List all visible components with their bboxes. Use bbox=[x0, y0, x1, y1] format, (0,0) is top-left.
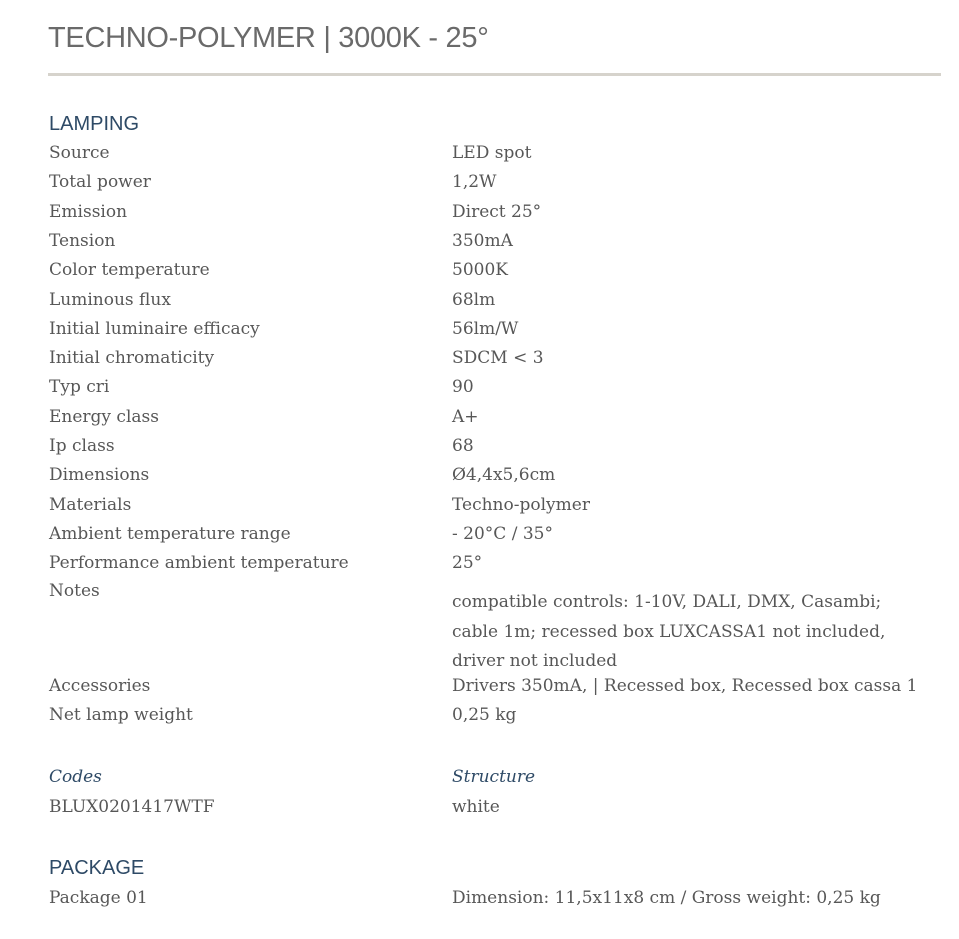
spec-row-accessories bbox=[0, 676, 959, 705]
section-heading-package: PACKAGE bbox=[49, 857, 145, 879]
spec-label: Accessories bbox=[49, 676, 151, 696]
codes-heading: Codes bbox=[49, 767, 102, 787]
section-heading-lamping: LAMPING bbox=[49, 113, 140, 135]
spec-value: 90 bbox=[452, 377, 474, 398]
product-code: BLUX0201417WTF bbox=[49, 797, 215, 817]
package-label: Package 01 bbox=[49, 888, 148, 908]
spec-row bbox=[0, 524, 959, 553]
spec-value: Direct 25° bbox=[452, 201, 542, 222]
spec-row bbox=[0, 407, 959, 436]
spec-label: Performance ambient temperature bbox=[49, 553, 349, 574]
spec-row bbox=[0, 231, 959, 260]
title-divider bbox=[48, 73, 941, 76]
spec-label: Initial chromaticity bbox=[49, 348, 215, 369]
spec-row bbox=[0, 377, 959, 406]
spec-row bbox=[0, 260, 959, 289]
spec-row bbox=[0, 143, 959, 172]
spec-label: Source bbox=[49, 143, 110, 163]
spec-row bbox=[0, 202, 959, 231]
spec-row bbox=[0, 348, 959, 377]
spec-value: SDCM < 3 bbox=[452, 348, 544, 369]
spec-row bbox=[0, 495, 959, 524]
spec-label: Dimensions bbox=[49, 465, 150, 486]
spec-value: 1,2W bbox=[452, 172, 497, 193]
spec-label: Materials bbox=[49, 494, 132, 515]
spec-row bbox=[0, 290, 959, 319]
spec-row bbox=[0, 319, 959, 348]
structure-heading: Structure bbox=[452, 767, 536, 787]
spec-value-notes: compatible controls: 1-10V, DALI, DMX, Casambi; cable 1m; recessed box LUXCASSA1 not included, driver not included bbox=[452, 592, 886, 671]
spec-value: Ø4,4x5,6cm bbox=[452, 465, 556, 486]
spec-label: Luminous flux bbox=[49, 289, 171, 310]
package-value: Dimension: 11,5x11x8 cm / Gross weight: 0,25 kg bbox=[452, 888, 881, 908]
spec-label: Emission bbox=[49, 201, 128, 222]
spec-value: 56lm/W bbox=[452, 318, 519, 339]
spec-label: Ip class bbox=[49, 436, 115, 456]
spec-value: 350mA bbox=[452, 230, 513, 251]
spec-row-net-lamp-weight bbox=[0, 705, 959, 734]
spec-value: 68 bbox=[452, 436, 474, 456]
spec-label: Color temperature bbox=[49, 260, 210, 281]
spec-value: Drivers 350mA, | Recessed box, Recessed box cassa 1 bbox=[452, 676, 918, 696]
spec-row bbox=[0, 172, 959, 201]
spec-label: Ambient temperature range bbox=[49, 523, 291, 544]
spec-row bbox=[0, 553, 959, 582]
spec-label: Initial luminaire efficacy bbox=[49, 318, 260, 339]
spec-row bbox=[0, 436, 959, 465]
spec-value: LED spot bbox=[452, 143, 532, 163]
spec-label: Tension bbox=[49, 230, 116, 251]
spec-value: Techno-polymer bbox=[452, 494, 590, 515]
structure-value: white bbox=[452, 797, 500, 817]
spec-value: - 20°C / 35° bbox=[452, 523, 553, 544]
spec-value: A+ bbox=[452, 406, 479, 427]
spec-value: 25° bbox=[452, 553, 483, 574]
spec-value: 5000K bbox=[452, 260, 508, 281]
page-title: TECHNO-POLYMER | 3000K - 25° bbox=[48, 22, 489, 54]
spec-row bbox=[0, 465, 959, 494]
spec-value: 0,25 kg bbox=[452, 705, 517, 725]
spec-label: Notes bbox=[49, 581, 100, 601]
spec-value: 68lm bbox=[452, 289, 496, 310]
spec-label: Total power bbox=[49, 172, 151, 193]
spec-label: Typ cri bbox=[49, 377, 110, 398]
spec-label: Energy class bbox=[49, 406, 159, 427]
spec-label: Net lamp weight bbox=[49, 705, 193, 725]
